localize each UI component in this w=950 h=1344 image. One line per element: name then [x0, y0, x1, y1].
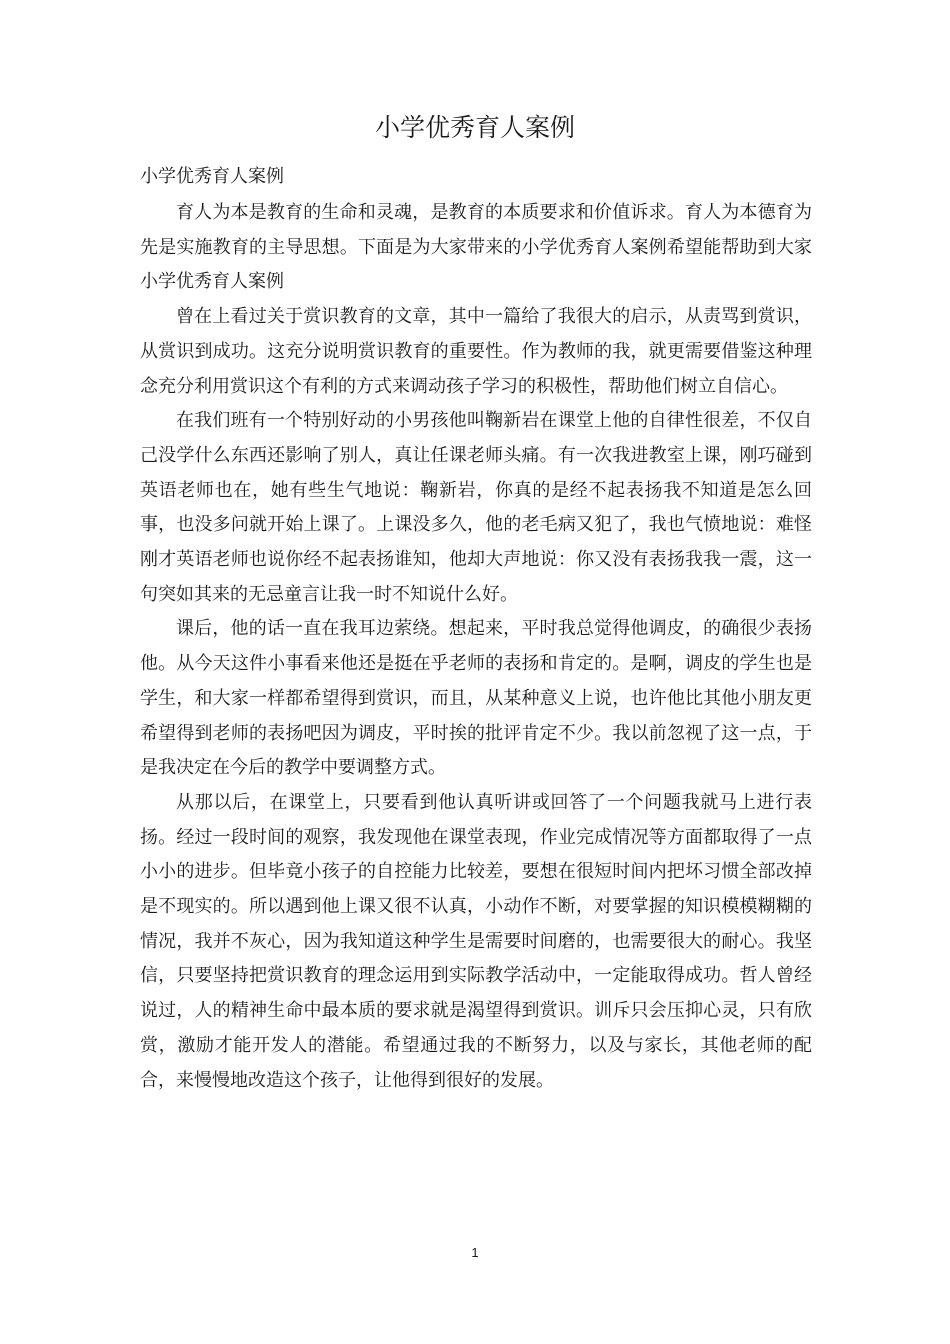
paragraph-action: 从那以后，在课堂上，只要看到他认真听讲或回答了一个问题我就马上进行表扬。经过一段时间的观察，我发现他在课堂表现，作业完成情况等方面都取得了一点小小的进步。但毕竟小孩子的自控能力比较差，要想在很短时间内把坏习惯全部改掉是不现实的。所以遇到他上课又很不认真，小动作不断，对要掌握的知识模模糊糊的情况，我并不灰心，因为我知道这种学生是需要时间磨的，也需要很大的耐心。我坚信，只要坚持把赏识教育的理念运用到实际教学活动中，一定能取得成功。哲人曾经说过，人的精神生命中最本质的要求就是渴望得到赏识。训斥只会压抑心灵，只有欣赏，激励才能开发人的潜能。希望通过我的不断努力，以及与家长，其他老师的配合，来慢慢地改造这个孩子，让他得到很好的发展。 [140, 791, 812, 1091]
page-title: 小学优秀育人案例 [374, 113, 575, 142]
paragraph-intro: 育人为本是教育的生命和灵魂，是教育的本质要求和价值诉求。育人为本德育为先是实施教育的主导思想。下面是为大家带来的小学优秀育人案例希望能帮助到大家小学优秀育人案例 [140, 202, 812, 293]
document-body [140, 196, 812, 1098]
page-number: 1 [471, 1245, 479, 1260]
paragraph-appreciation: 曾在上看过关于赏识教育的文章，其中一篇给了我很大的启示，从责骂到赏识，从赏识到成功。这充分说明赏识教育的重要性。作为教师的我，就更需要借鉴这种理念充分利用赏识这个有利的方式来调动孩子学习的积极性，帮助他们树立自信心。 [140, 306, 812, 397]
paragraph-reflection: 课后，他的话一直在我耳边萦绕。想起来，平时我总觉得他调皮，的确很少表扬他。从今天这件小事看来他还是挺在乎老师的表扬和肯定的。是啊，调皮的学生也是学生，和大家一样都希望得到赏识，而且，从某种意义上说，也许他比其他小朋友更希望得到老师的表扬吧因为调皮，平时挨的批评肯定不少。我以前忽视了这一点，于是我决定在今后的教学中要调整方式。 [140, 618, 812, 779]
document-subtitle: 小学优秀育人案例 [140, 166, 284, 187]
paragraph-story: 在我们班有一个特别好动的小男孩他叫鞠新岩在课堂上他的自律性很差，不仅自己没学什么东西还影响了别人，真让任课老师头痛。有一次我进教室上课，刚巧碰到英语老师也在，她有些生气地说：鞠新岩，你真的是经不起表扬我不知道是怎么回事，也没多问就开始上课了。上课没多久，他的老毛病又犯了，我也气愤地说：难怪刚才英语老师也说你经不起表扬谁知，他却大声地说：你又没有表扬我我一震，这一句突如其来的无忌童言让我一时不知说什么好。 [140, 410, 812, 605]
